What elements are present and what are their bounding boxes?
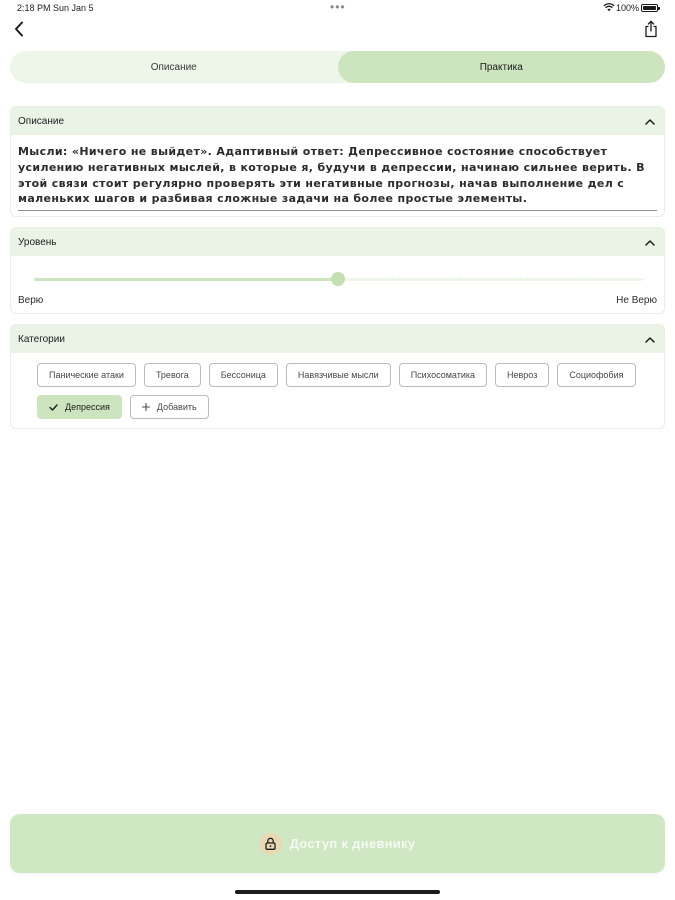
status-date: Sun Jan 5 [53,3,94,13]
status-bar [0,0,675,16]
checkmark-icon [49,404,58,411]
slider-tick [460,279,461,280]
chevron-up-icon[interactable] [644,333,656,345]
level-card [10,227,665,314]
slider-tick [34,279,35,280]
diary-access-label: Доступ к дневнику [289,836,416,851]
wifi-icon [603,2,615,12]
battery-percent: 100% [616,3,640,13]
level-header[interactable] [11,228,664,256]
description-header-label: Описание [18,115,65,127]
level-slider[interactable] [34,278,642,282]
home-indicator [235,890,440,894]
tab-practice[interactable]: Практика [338,51,666,83]
category-chip[interactable]: Тревога [144,363,201,387]
battery-icon [641,4,658,12]
slider-tick [277,279,278,280]
description-text[interactable]: Мысли: «Ничего не выйдет». Адаптивный ответ: Депрессивное состояние способствует усилению негативных мыслей, в которые я, будучи в депрессии, начинаю сильнее верить. В этой связи стоит регулярно проверять эти негативные прогнозы, начав выполнение дел с маленьких шагов и разбивая сложные задачи на более простые элементы. [18,145,645,206]
lock-icon [260,833,282,855]
level-header-label: Уровень [18,236,57,248]
description-underline [18,210,657,211]
share-icon [644,20,658,43]
slider-tick [216,279,217,280]
description-card [10,106,665,217]
slider-tick [642,279,643,280]
chevron-up-icon[interactable] [644,115,656,127]
share-button[interactable] [641,20,661,42]
slider-min-label: Верю [18,295,44,306]
add-category-label: Добавить [156,402,197,412]
category-chip[interactable]: Панические атаки [37,363,136,387]
slider-tick [156,279,157,280]
status-time: 2:18 PM [17,3,51,13]
slider-max-label: Не Верю [616,295,657,306]
diary-access-button[interactable] [10,814,665,873]
category-chip[interactable]: Навязчивые мысли [286,363,391,387]
categories-card [10,324,665,429]
tab-description[interactable]: Описание [150,61,197,73]
category-chip[interactable]: Бессоница [209,363,278,387]
slider-tick [399,279,400,280]
plus-icon [142,403,150,411]
add-category-button[interactable] [130,395,209,419]
slider-tick [95,279,96,280]
slider-tick [520,279,521,280]
category-chip-label: Депрессия [65,402,110,412]
slider-tick [581,279,582,280]
chevron-left-icon [14,21,24,42]
slider-fill [34,278,338,281]
category-chip[interactable]: Социофобия [557,363,635,387]
category-chip[interactable]: Невроз [495,363,549,387]
slider-thumb[interactable] [331,272,345,286]
categories-header[interactable] [11,325,664,353]
back-button[interactable] [9,21,29,41]
multitasking-dots[interactable]: ••• [330,0,346,14]
category-chip[interactable]: Психосоматика [399,363,487,387]
category-chips [37,363,657,419]
chevron-up-icon[interactable] [644,236,656,248]
category-chip-selected[interactable] [37,395,122,419]
description-header[interactable] [11,107,664,135]
categories-header-label: Категории [18,333,65,345]
tab-bar [10,51,665,83]
